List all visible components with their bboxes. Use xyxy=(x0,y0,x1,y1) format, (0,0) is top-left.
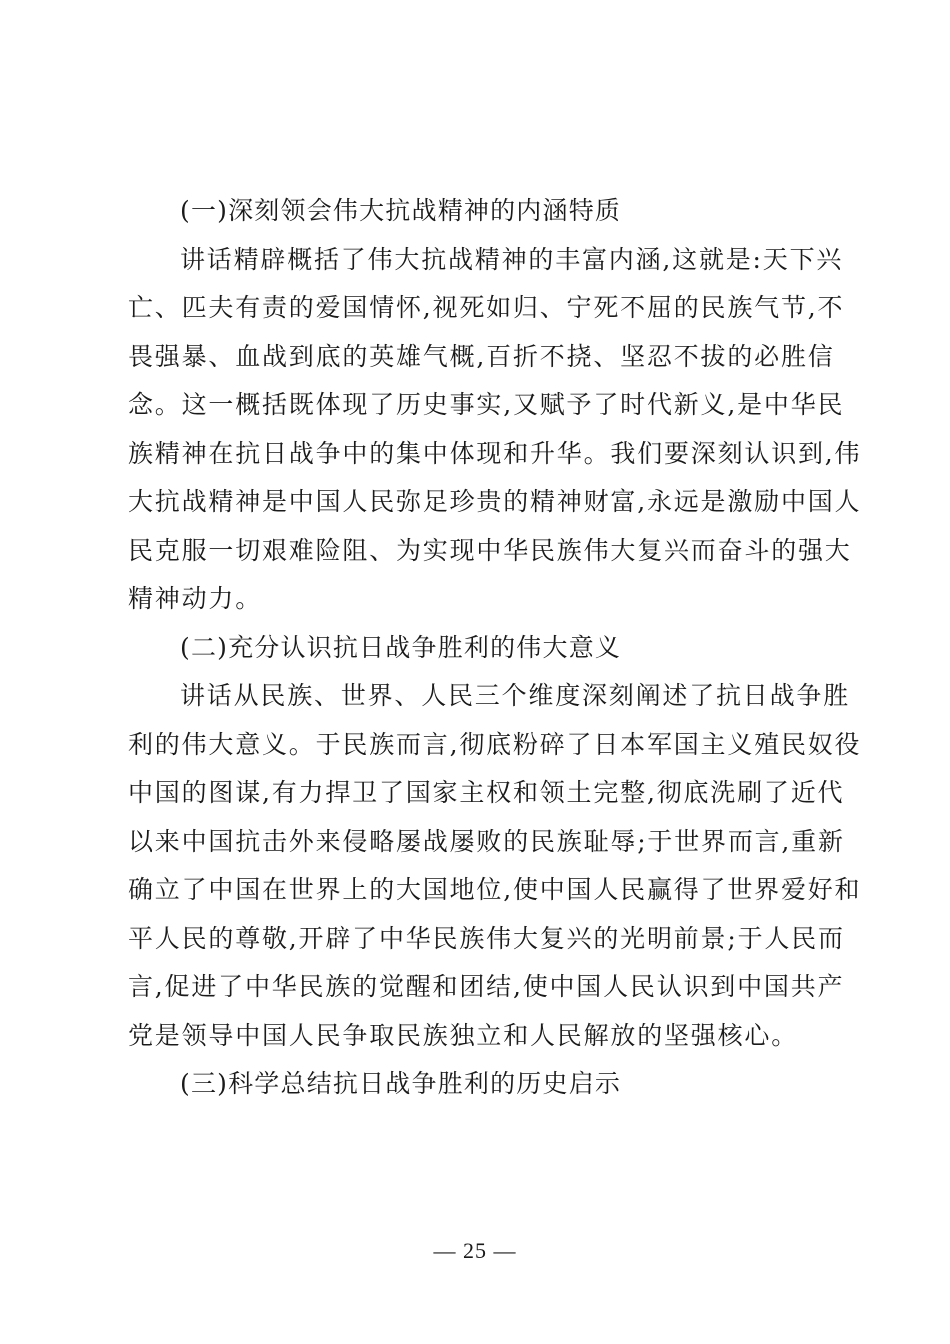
paragraph-line: 平人民的尊敬,开辟了中华民族伟大复兴的光明前景;于人民而 xyxy=(128,923,845,953)
paragraph-line: 畏强暴、血战到底的英雄气概,百折不挠、坚忍不拔的必胜信 xyxy=(128,341,835,371)
paragraph-line: 亡、匹夫有责的爱国情怀,视死如归、宁死不屈的民族气节,不 xyxy=(128,293,845,322)
document-body xyxy=(128,187,862,1109)
paragraph-line: 讲话精辟概括了伟大抗战精神的丰富内涵,这就是:天下兴 xyxy=(180,244,844,274)
paragraph-line: 以来中国抗击外来侵略屡战屡败的民族耻辱;于世界而言,重新 xyxy=(128,826,845,856)
section-heading-3: (三)科学总结抗日战争胜利的历史启示 xyxy=(180,1069,622,1098)
paragraph-line: 念。这一概括既体现了历史事实,又赋予了时代新义,是中华民 xyxy=(128,390,845,419)
paragraph-line: 中国的图谋,有力捍卫了国家主权和领土完整,彻底洗刷了近代 xyxy=(128,778,845,807)
section-heading-2: (二)充分认识抗日战争胜利的伟大意义 xyxy=(180,632,622,662)
paragraph-line: 利的伟大意义。于民族而言,彻底粉碎了日本军国主义殖民奴役 xyxy=(128,729,862,759)
paragraph-line: 党是领导中国人民争取民族独立和人民解放的坚强核心。 xyxy=(128,1020,799,1050)
page-number: — 25 — xyxy=(433,1238,517,1263)
paragraph-line: 精神动力。 xyxy=(128,584,263,613)
paragraph-line: 言,促进了中华民族的觉醒和团结,使中国人民认识到中国共产 xyxy=(128,972,845,1001)
paragraph-line: 讲话从民族、世界、人民三个维度深刻阐述了抗日战争胜 xyxy=(180,681,851,710)
paragraph-line: 大抗战精神是中国人民弥足珍贵的精神财富,永远是激励中国人 xyxy=(128,487,862,516)
paragraph-line: 族精神在抗日战争中的集中体现和升华。我们要深刻认识到,伟 xyxy=(128,438,862,468)
section-heading-1: (一)深刻领会伟大抗战精神的内涵特质 xyxy=(180,196,622,225)
paragraph-line: 民克服一切艰难险阻、为实现中华民族伟大复兴而奋斗的强大 xyxy=(128,535,852,565)
paragraph-line: 确立了中国在世界上的大国地位,使中国人民赢得了世界爱好和 xyxy=(128,875,862,904)
